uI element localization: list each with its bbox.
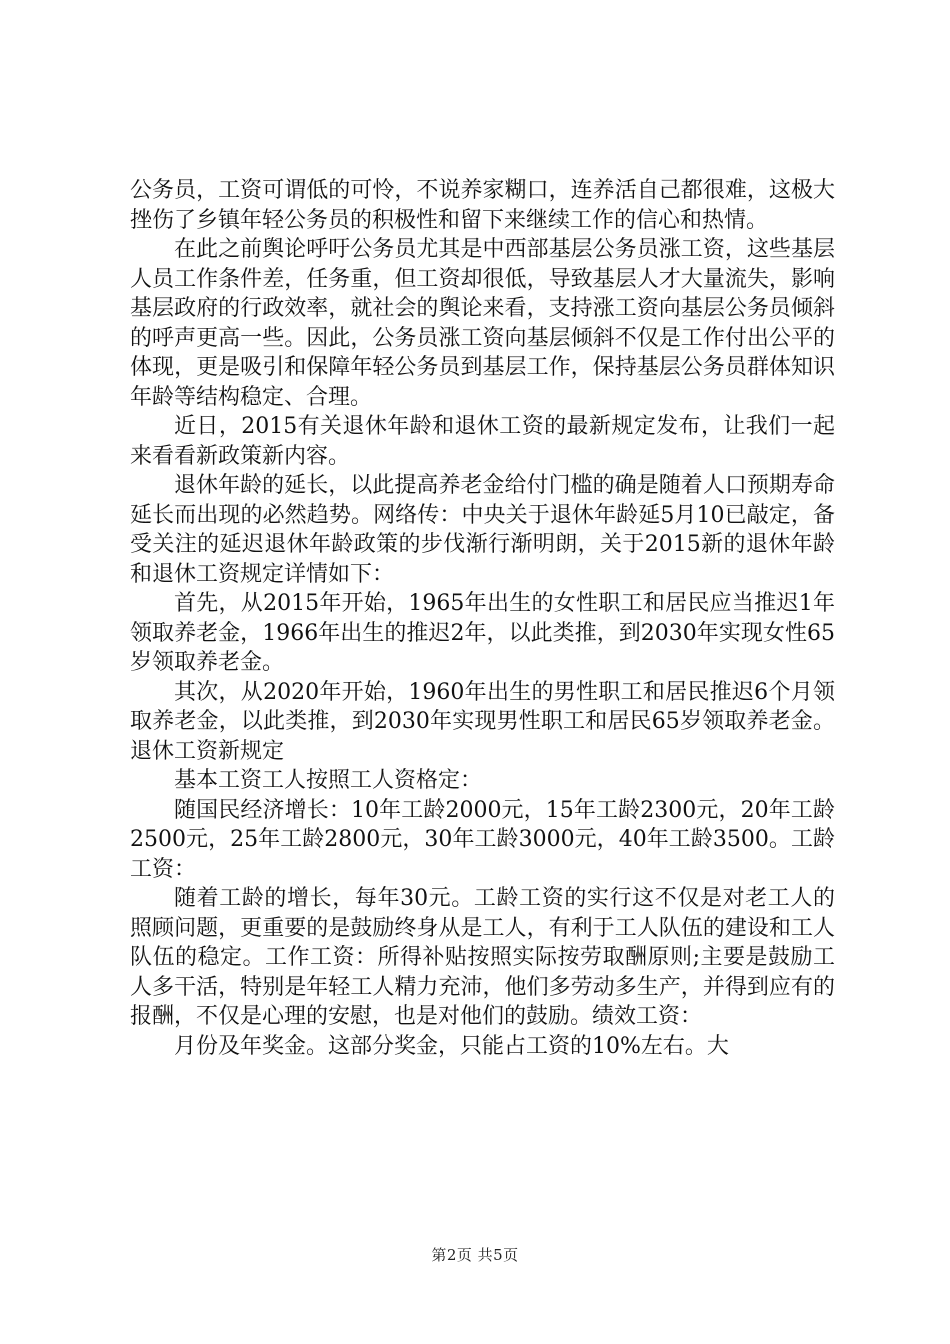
document-body [130, 176, 835, 1061]
paragraph-5: 首先，从2015年开始，1965年出生的女性职工和居民应当推迟1年领取养老金，1966年出生的推迟2年，以此类推，到2030年实现女性65岁领取养老金。 [130, 591, 835, 675]
paragraph-4: 退休年龄的延长，以此提高养老金给付门槛的确是随着人口预期寿命延长而出现的必然趋势。网络传：中央关于退休年龄延5月10已敲定，备受关注的延迟退休年龄政策的步伐渐行渐明朗，关于2015新的退休年龄和退休工资规定详情如下： [130, 473, 835, 587]
paragraph-10: 月份及年奖金。这部分奖金，只能占工资的10%左右。大 [174, 1033, 729, 1059]
paragraph-6: 其次，从2020年开始，1960年出生的男性职工和居民推迟6个月领取养老金，以此类推，到2030年实现男性职工和居民65岁领取养老金。退休工资新规定 [130, 679, 835, 764]
paragraph-9: 随着工龄的增长，每年30元。工龄工资的实行这不仅是对老工人的照顾问题，更重要的是鼓励终身从是工人，有利于工人队伍的建设和工人队伍的稳定。工作工资：所得补贴按照实际按劳取酬原则;主要是鼓励工人多干活，特别是年轻工人精力充沛，他们多劳动多生产，并得到应有的报酬，不仅是心理的安慰，也是对他们的鼓励。绩效工资： [130, 886, 835, 1029]
paragraph-3: 近日，2015有关退休年龄和退休工资的最新规定发布，让我们一起来看看新政策新内容。 [130, 414, 835, 469]
page-number-footer: 第2页 共5页 [431, 1246, 519, 1264]
paragraph-1: 公务员，工资可谓低的可怜，不说养家糊口，连养活自己都很难，这极大挫伤了乡镇年轻公务员的积极性和留下来继续工作的信心和热情。 [130, 178, 835, 233]
paragraph-8: 随国民经济增长：10年工龄2000元，15年工龄2300元，20年工龄2500元，25年工龄2800元，30年工龄3000元，40年工龄3500。工龄工资： [130, 797, 835, 882]
paragraph-2: 在此之前舆论呼吁公务员尤其是中西部基层公务员涨工资，这些基层人员工作条件差，任务重，但工资却很低，导致基层人才大量流失，影响基层政府的行政效率，就社会的舆论来看，支持涨工资向基层公务员倾斜的呼声更高一些。因此，公务员涨工资向基层倾斜不仅是工作付出公平的体现，更是吸引和保障年轻公务员到基层工作，保持基层公务员群体知识年龄等结构稳定、合理。 [130, 237, 835, 410]
paragraph-7: 基本工资工人按照工人资格定： [174, 768, 483, 793]
